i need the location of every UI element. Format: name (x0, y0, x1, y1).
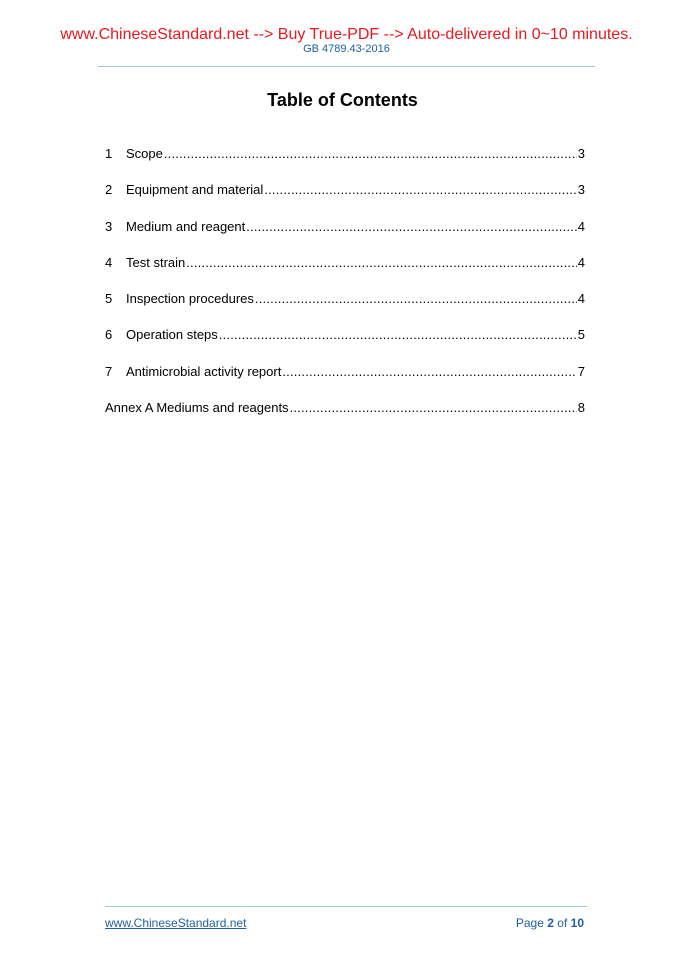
toc-entry-page: 3 (577, 146, 585, 161)
toc-dot-leader (264, 181, 576, 199)
toc-entry-page: 8 (577, 400, 585, 416)
toc-entry-page: 3 (577, 182, 585, 198)
toc-entry-number: 6 (105, 327, 113, 343)
toc-entry-label: Inspection procedures (126, 291, 254, 307)
toc-entry-page: 5 (577, 327, 585, 343)
toc-entry-number: 7 (105, 363, 113, 379)
toc-entry-antimicrobial-activity-report[interactable] (105, 363, 585, 399)
toc-entry-number: 4 (105, 254, 113, 270)
toc-entry-number: 2 (105, 182, 113, 198)
toc-entry-operation-steps[interactable] (105, 326, 585, 362)
toc-entry-label: Antimicrobial activity report (126, 363, 282, 379)
toc-entry-label: Scope (126, 146, 163, 161)
toc-dot-leader (219, 326, 577, 344)
toc-dot-leader (290, 399, 577, 417)
toc-entry-number: 3 (105, 218, 113, 234)
toc-entry-equipment-and-material[interactable] (105, 181, 585, 217)
page-prefix: Page (515, 916, 544, 930)
toc-entry-test-strain[interactable] (105, 254, 585, 290)
toc-dot-leader (186, 254, 577, 272)
page-indicator (516, 916, 584, 930)
page-of: of (557, 916, 568, 930)
document-code: GB 4789.43-2016 (303, 43, 390, 55)
toc-entry-page: 4 (577, 291, 585, 307)
toc-entry-annex-a[interactable] (105, 399, 585, 435)
toc-entry-page: 4 (577, 218, 585, 234)
toc-title: Table of Contents (267, 90, 418, 110)
toc-list (105, 145, 585, 435)
purchase-banner-link[interactable]: www.ChineseStandard.net --> Buy True-PDF --> Auto-delivered in 0~10 minutes. (60, 26, 633, 43)
toc-entry-scope[interactable] (105, 145, 585, 181)
current-page-number: 2 (547, 916, 554, 930)
header-divider (98, 66, 595, 67)
toc-entry-page: 4 (577, 254, 585, 270)
toc-entry-page: 7 (577, 363, 585, 379)
toc-dot-leader (282, 363, 576, 381)
toc-dot-leader (164, 145, 577, 163)
toc-entry-number: 5 (105, 291, 113, 307)
toc-entry-number: 1 (105, 146, 113, 161)
toc-entry-inspection-procedures[interactable] (105, 290, 585, 326)
toc-entry-label: Medium and reagent (126, 218, 246, 234)
toc-entry-label: Annex A Mediums and reagents (105, 400, 289, 416)
toc-entry-label: Operation steps (126, 327, 218, 343)
total-pages-number: 10 (570, 916, 584, 930)
toc-entry-medium-and-reagent[interactable] (105, 218, 585, 254)
toc-entry-label: Equipment and material (126, 182, 264, 198)
toc-dot-leader (246, 218, 577, 236)
toc-dot-leader (255, 290, 577, 308)
footer-divider (105, 906, 587, 907)
toc-entry-label: Test strain (126, 254, 186, 270)
footer-site-link[interactable]: www.ChineseStandard.net (105, 916, 247, 930)
